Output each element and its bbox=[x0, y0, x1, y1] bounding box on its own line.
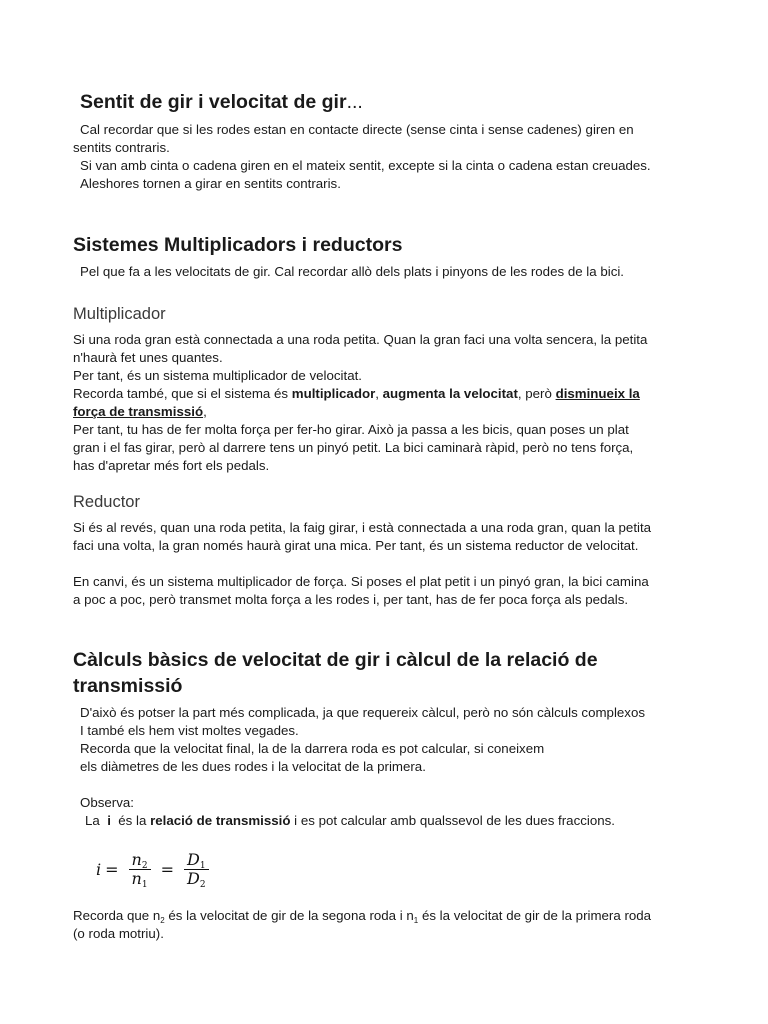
paragraph-line: D'això és potser la part més complicada, ja que requereix càlcul, però no són càlculs complexos bbox=[80, 705, 645, 720]
formula-lhs: i bbox=[96, 859, 102, 879]
paragraph-line bbox=[73, 403, 703, 421]
text-run: és la bbox=[110, 813, 151, 828]
section-multiplicador bbox=[73, 303, 703, 475]
paragraph-line: faci una volta, la gran només haurà girat una mica. Per tant, és un sistema reductor de velocitat. bbox=[73, 538, 639, 553]
formula-equals: = bbox=[160, 859, 174, 879]
text-run: i es pot calcular amb qualssevol de les dues fraccions. bbox=[290, 813, 615, 828]
bold-text: relació de transmissió bbox=[150, 813, 291, 828]
text-run: La bbox=[85, 813, 108, 828]
formula-equals: = bbox=[105, 859, 119, 879]
transmission-ratio-formula bbox=[96, 846, 215, 892]
section-reductor bbox=[73, 491, 703, 609]
paragraph-line: Recorda que la velocitat final, la de la darrera roda es pot calcular, si coneixem bbox=[80, 741, 545, 756]
paragraph-line: Cal recordar que si les rodes estan en contacte directe (sense cinta i sense cadenes) giren en bbox=[80, 122, 634, 137]
paragraph-line: els diàmetres de les dues rodes i la velocitat de la primera. bbox=[80, 759, 426, 774]
formula-subscript: 2 bbox=[199, 879, 206, 890]
section-sistemes bbox=[73, 232, 703, 281]
paragraph-line: Per tant, és un sistema multiplicador de velocitat. bbox=[73, 368, 362, 383]
bold-text: i bbox=[107, 813, 111, 828]
formula-var: D bbox=[186, 868, 200, 888]
text-run: és la velocitat de gir de la primera roda bbox=[418, 908, 652, 923]
formula-var: n bbox=[131, 849, 142, 869]
heading-sentit-de-gir bbox=[73, 89, 703, 115]
bold-text: multiplicador bbox=[291, 386, 376, 401]
text-run: , però bbox=[517, 386, 556, 401]
fraction-n2-n1 bbox=[129, 851, 151, 888]
paragraph-line: Pel que fa a les velocitats de gir. Cal recordar allò dels plats i pinyons de les rodes de la bici. bbox=[80, 264, 624, 279]
paragraph-line: gran i el fas girar, però al darrere tens un pinyó petit. La bici caminarà ràpid, però no tens força, bbox=[73, 440, 634, 455]
bold-text: augmenta la velocitat bbox=[382, 386, 518, 401]
paragraph-line: En canvi, és un sistema multiplicador de força. Si poses el plat petit i un pinyó gran, la bici camina bbox=[73, 574, 649, 589]
formula-subscript: 1 bbox=[141, 879, 148, 890]
paragraph-line: Per tant, tu has de fer molta força per fer-ho girar. Això ja passa a les bicis, quan poses un plat bbox=[73, 422, 629, 437]
text-run: , bbox=[203, 404, 207, 419]
text-run: , bbox=[375, 386, 383, 401]
heading-ellipsis: ... bbox=[346, 91, 363, 113]
text-run: és la velocitat de gir de la segona roda i n bbox=[164, 908, 414, 923]
section-calculs bbox=[73, 647, 703, 830]
formula-var: D bbox=[186, 849, 200, 869]
section-final-note bbox=[73, 907, 703, 943]
formula-subscript: 1 bbox=[199, 860, 206, 871]
paragraph-line: Aleshores tornen a girar en sentits contraris. bbox=[80, 176, 341, 191]
subscript: 1 bbox=[413, 916, 419, 925]
heading-text: Sentit de gir i velocitat de gir bbox=[80, 91, 347, 113]
paragraph-line: a poc a poc, però transmet molta força a les rodes i, per tant, has de fer poca força als pedals. bbox=[73, 592, 629, 607]
formula-subscript: 2 bbox=[141, 860, 148, 871]
text-run: Recorda també, que si el sistema és bbox=[73, 386, 292, 401]
heading-text: Càlculs bàsics de velocitat de gir i càlcul de la relació de bbox=[73, 649, 598, 671]
formula-var: n bbox=[131, 868, 142, 888]
paragraph-line: (o roda motriu). bbox=[73, 926, 164, 941]
paragraph-line: sentits contraris. bbox=[73, 140, 170, 155]
paragraph-line: has d'apretar més fort els pedals. bbox=[73, 458, 270, 473]
paragraph-line: n'haurà fet unes quantes. bbox=[73, 350, 223, 365]
paragraph-line: Si van amb cinta o cadena giren en el mateix sentit, excepte si la cinta o cadena estan creuades. bbox=[80, 158, 651, 173]
paragraph-line: Si una roda gran està connectada a una roda petita. Quan la gran faci una volta sencera, la petita bbox=[73, 332, 648, 347]
section-sentit-de-gir bbox=[73, 89, 703, 193]
heading-sistemes: Sistemes Multiplicadors i reductors bbox=[73, 234, 403, 256]
heading-multiplicador: Multiplicador bbox=[73, 305, 166, 323]
paragraph-line bbox=[73, 812, 703, 830]
paragraph-line: Si és al revés, quan una roda petita, la faig girar, i està connectada a una roda gran, quan la petita bbox=[73, 520, 652, 535]
subscript: 2 bbox=[160, 916, 165, 925]
paragraph-line bbox=[73, 385, 703, 403]
paragraph-line: Observa: bbox=[80, 795, 134, 810]
paragraph-line: I també els hem vist moltes vegades. bbox=[80, 723, 299, 738]
paragraph-line bbox=[73, 907, 703, 925]
heading-calculs bbox=[73, 647, 703, 699]
heading-text: transmissió bbox=[73, 675, 183, 697]
bold-underlined-text: disminueix la bbox=[555, 386, 640, 401]
fraction-d1-d2 bbox=[184, 851, 209, 888]
text-run: Recorda que n bbox=[73, 908, 161, 923]
bold-underlined-text: força de transmissió bbox=[73, 404, 204, 419]
heading-reductor: Reductor bbox=[73, 493, 140, 511]
